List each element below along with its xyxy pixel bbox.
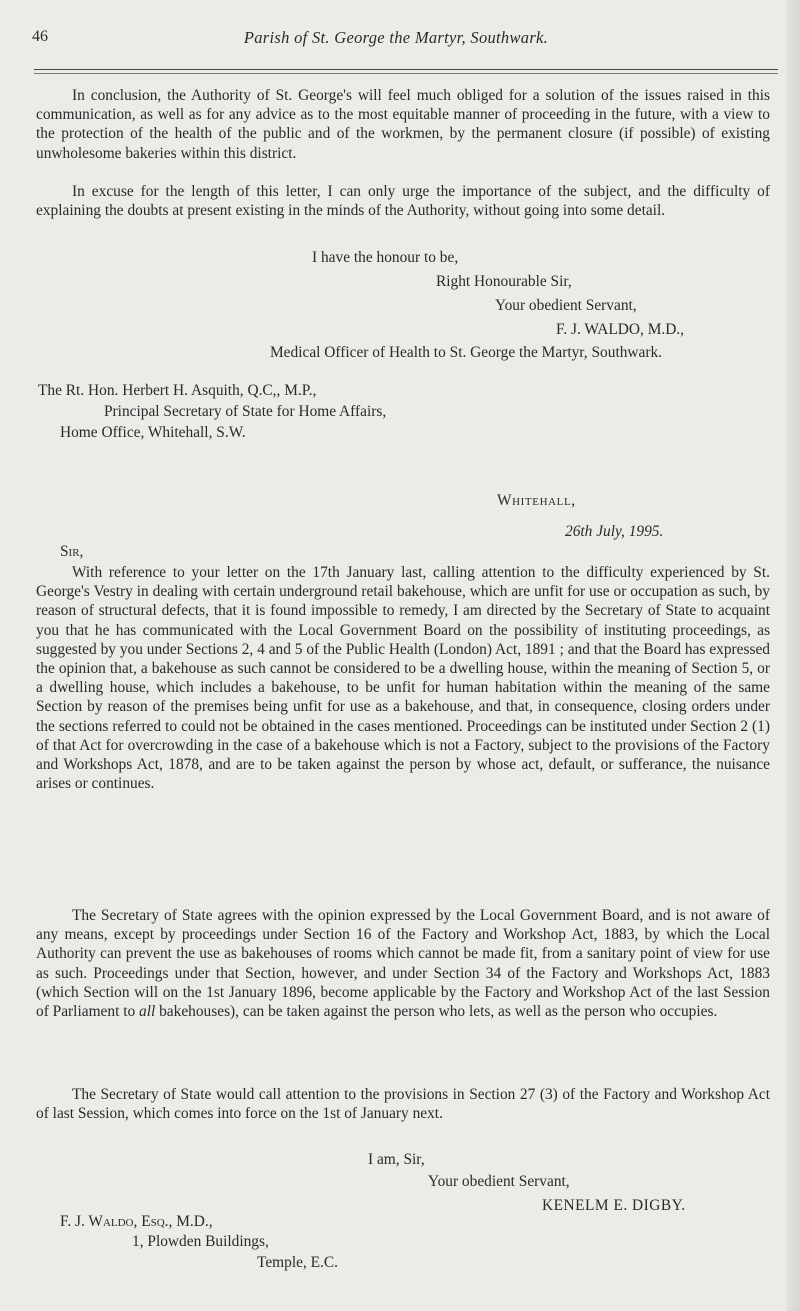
letter1-salutation-close: Right Honourable Sir, [436,273,572,290]
running-header [32,22,760,52]
letter2-para3-block [36,1085,770,1123]
page-edge-shadow [786,0,800,1311]
letter1-addressee-line: The Rt. Hon. Herbert H. Asquith, Q.C,, M.P., [38,382,317,399]
letter2-servant: Your obedient Servant, [428,1173,570,1190]
letter2-paragraph [36,906,770,1021]
letter1-addressee-line: Principal Secretary of State for Home Affairs, [104,403,387,420]
letter2-para2-text: The Secretary of State agrees with the opinion expressed by the Local Government Board, and is not aware of any means, except by proceedings under Section 16 of the Factory and Workshop Act, 1883, by which the Local Authority can prevent the use as bakehouses of rooms which cannot be made fit, from a sanitary point of view for use as such. Proceedings under that Section, however, and under Section 34 of the Factory and Workshops Act, 1883 (which Section will on the 1st January 1896, become applicable by the Factory and Workshop Act of the last Session of Parliament to [36,907,770,1021]
letter2-paragraph: With reference to your letter on the 17th January last, calling attention to the difficulty experienced by St. George's Vestry in dealing with certain underground retail bakehouse, which are unfit for use or occupation as such, by reason of structural defects, that it is found impossible to remedy, I am directed by the Secretary of State to acquaint you that he has communicated with the Local Government Board on the possibility of instituting proceedings, as suggested by you under Sections 2, 4 and 5 of the Public Health (London) Act, 1891 ; and that the Board has expressed the opinion that, a bakehouse as such cannot be considered to be a dwelling house, within the meaning of Section 5, or a dwelling house, which includes a bakehouse, to be unfit for human habitation within the meaning of the same Section by reason of the premises being unfit for use as a bakehouse, and that, in consequence, closing orders under the sections referred to could not be obtained in the cases mentioned. Proceedings can be instituted under Section 2 (1) of that Act for overcrowding in the case of a bakehouse which is not a Factory, subject to the provisions of the Factory and Workshops Act, 1878, and are to be taken against the person by whose act, default, or sufferance, the nuisance arises or continues. [36,564,770,793]
letter2-paragraph: The Secretary of State would call attention to the provisions in Section 27 (3) of the Factory and Workshop Act of last Session, which comes into force on the 1st of January next. [36,1086,770,1123]
header-rule-thin [34,73,778,74]
letter1-signature: F. J. WALDO, M.D., [556,321,685,338]
header-rule-thick [34,69,778,70]
letter1-paragraph: In conclusion, the Authority of St. George's will feel much obliged for a solution of the issues raised in this communication, as well as for any advice as to the most equitable manner of proceeding in the future, with a view to the protection of the health of the public and of the workmen, by the permanent closure (if possible) of existing unwholesome bakeries within this district. [36,87,770,162]
letter2-date: 26th July, 1995. [565,523,664,540]
letter1-para1-block [36,86,770,163]
letter1-signature-title: Medical Officer of Health to St. George the Martyr, Southwark. [270,344,663,361]
letter2-salutation: Sir, [60,543,84,560]
letter2-place: Whitehall, [497,492,576,509]
letter2-signature: KENELM E. DIGBY. [542,1197,686,1214]
letter2-addressee-line: Temple, E.C. [257,1254,338,1271]
letter2-addressee-line [60,1212,213,1231]
letter1-paragraph: In excuse for the length of this letter, I can only urge the importance of the subject, and the difficulty of explaining the doubts at present existing in the minds of the Authority, without going into some detail. [36,183,770,220]
letter1-closing: I have the honour to be, [312,249,459,266]
letter2-addressee-line: 1, Plowden Buildings, [132,1233,269,1250]
letter2-para2-block [36,906,770,1021]
letter2-para1-block [36,563,770,793]
letter2-closing: I am, Sir, [368,1151,425,1168]
letter1-para2-block [36,182,770,220]
letter2-para2-emphasis: all [139,1003,156,1021]
running-title: Parish of St. George the Martyr, Southwark. [243,28,549,47]
page-number: 46 [32,28,48,45]
letter1-servant: Your obedient Servant, [495,297,637,314]
letter2-para2-text-end: bakehouses), can be taken against the person who lets, as well as the person who occupies. [155,1003,718,1021]
letter2-addressee-name: F. J. Waldo, Esq., M.D., [60,1213,213,1230]
letter1-addressee-line: Home Office, Whitehall, S.W. [60,424,246,441]
